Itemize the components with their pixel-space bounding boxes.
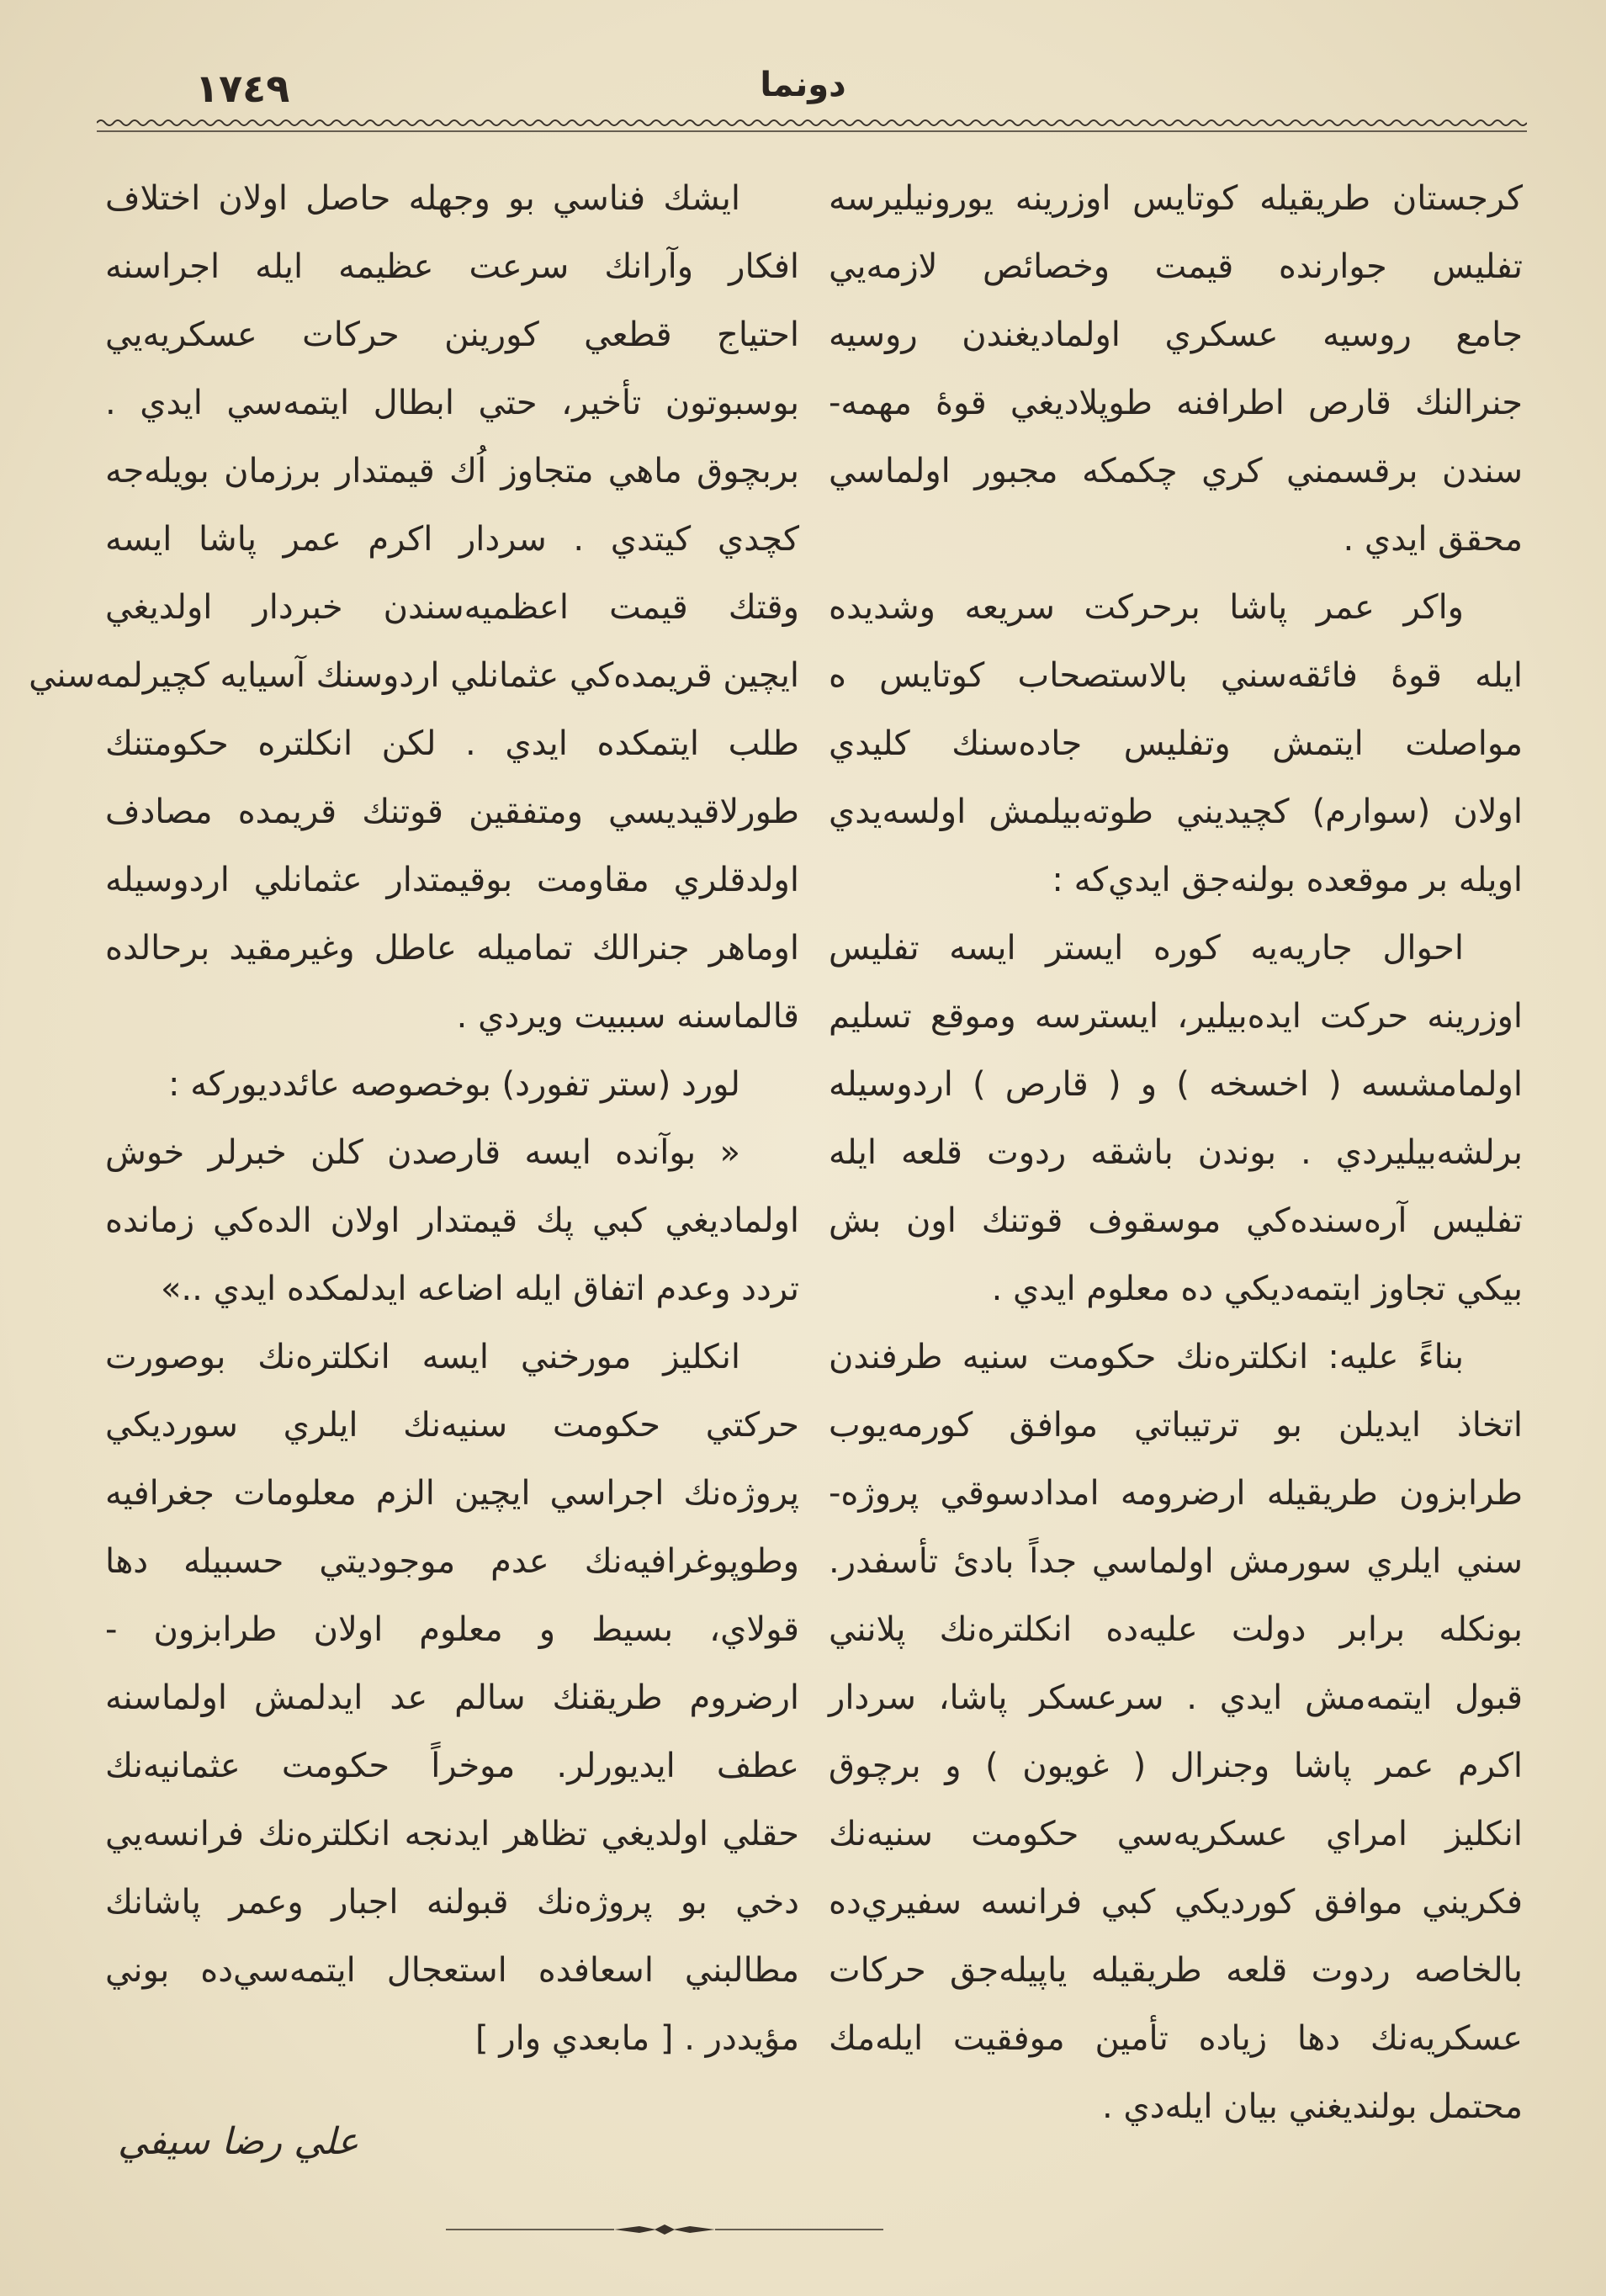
text-line: ايچين قريمده‌كي عثمانلي اردوسنك آسيايه كچيرلمه‌سني — [29, 656, 799, 695]
text-line: وطوپوغرافيه‌نك عدم موجوديتي حسبيله دها — [105, 1542, 799, 1581]
end-ornament — [446, 2221, 883, 2238]
text-line: عطف ايديورلر. موخراً حكومت عثمانيه‌نك — [105, 1747, 799, 1785]
running-title: دونما — [760, 66, 846, 104]
text-line: اولمامشسه ( اخسخه ) و ( قارص ) اردوسيله — [829, 1065, 1523, 1104]
text-line: جنرالنك قارص اطرافنه طوپلاديغي قوۀ مهمه- — [829, 384, 1523, 422]
text-line: افكار وآرانك سرعت عظيمه ايله اجراسنه — [105, 247, 799, 286]
text-line: كرجستان طريقيله كوتايس اوزرينه يورونيليرسه — [829, 179, 1523, 218]
wavy-header-rule — [97, 116, 1527, 136]
text-line: فكريني موافق كورديكي كبي فرانسه سفيري‌ده — [829, 1883, 1523, 1922]
text-line: حقلي اولديغي تظاهر ايدنجه انكلتره‌نك فرانسه‌يي — [105, 1815, 799, 1853]
text-line: اوزرينه حركت ايده‌بيلير، ايسترسه وموقع تسليم — [829, 997, 1523, 1036]
text-line: بوسبوتون تأخير، حتي ابطال ايتمه‌سي ايدي . — [105, 384, 799, 422]
text-line: مطالبني اسعافده استعجال ايتمه‌سي‌ده بوني — [105, 1951, 799, 1990]
text-line: سني ايلري سورمش اولماسي جداً بادئ تأسفدر. — [829, 1542, 1523, 1581]
text-line: مواصلت ايتمش وتفليس جاده‌سنك كليدي — [829, 724, 1523, 763]
text-line: اكرم عمر پاشا وجنرال ( غويون ) و برچوق — [829, 1747, 1523, 1785]
text-line: انكليز امراي عسكريه‌سي حكومت سنيه‌نك — [829, 1815, 1523, 1853]
text-line: مؤيددر . [ مابعدي وار ] — [475, 2019, 799, 2058]
text-line: بربچوق ماهي متجاوز اُك قيمتدار برزمان بويله‌جه — [105, 452, 799, 490]
text-line: اتخاذ ايديلن بو ترتيباتي موافق كورمه‌يوب — [829, 1406, 1523, 1445]
text-line: اوماهر جنرالك تماميله عاطل وغيرمقيد برحالده — [105, 929, 799, 968]
text-line: تفليس جوارنده قيمت وخصائص لازمه‌يي — [829, 247, 1523, 286]
text-line: طورلاقيديسي ومتفقين قوتنك قريمده مصادف — [105, 793, 799, 831]
text-line: پروژه‌نك اجراسي ايچين الزم معلومات جغرافيه — [105, 1474, 799, 1513]
text-line: اولدقلري مقاومت بوقيمتدار عثمانلي اردوسيله — [105, 861, 799, 899]
text-line: طرابزون طريقيله ارضرومه امدادسوقي پروژه- — [829, 1474, 1523, 1513]
text-line: بناءً عليه: انكلتره‌نك حكومت سنيه طرفندن — [829, 1338, 1464, 1376]
text-line: بونكله برابر دولت عليه‌ده انكلتره‌نك پلانني — [829, 1610, 1523, 1649]
text-line: قبول ايتمه‌مش ايدي . سرعسكر پاشا، سردار — [829, 1678, 1523, 1717]
text-line: بالخاصه ردوت قلعه طريقيله ياپيله‌جق حركات — [829, 1951, 1523, 1990]
text-line: سندن برقسمني كري چكمكه مجبور اولماسي — [829, 452, 1523, 490]
text-line: قولاي، بسيط و معلوم اولان طرابزون - — [105, 1610, 799, 1649]
text-line: ارضروم طريقنك سالم عد ايدلمش اولماسنه — [105, 1678, 799, 1717]
right-column — [829, 165, 1523, 2141]
text-line: تردد وعدم اتفاق ايله اضاعه ايدلمكده ايدي ..» — [160, 1270, 799, 1308]
text-line: ايله قوۀ فائقه‌سني بالاستصحاب كوتايس ه — [829, 656, 1523, 695]
text-line: طلب ايتمكده ايدي . لكن انكلتره حكومتنك — [105, 724, 799, 763]
text-line: جامع روسيه عسكري اولماديغندن روسيه — [829, 316, 1523, 354]
text-line: قالماسنه سببيت ويردي . — [456, 997, 799, 1036]
text-line: لورد (ستر تفورد) بوخصوصه عائدديوركه : — [168, 1065, 740, 1104]
text-line: تفليس آره‌سنده‌كي موسقوف قوتنك اون بش — [829, 1201, 1523, 1240]
text-line: حركتي حكومت سنيه‌نك ايلري سورديكي — [105, 1406, 799, 1445]
text-line: محتمل بولنديغني بيان ايله‌دي . — [1101, 2087, 1523, 2126]
text-line: اولماديغي كبي پك قيمتدار اولان الده‌كي زمانده — [105, 1201, 799, 1240]
text-line: وقتك قيمت اعظميه‌سندن خبردار اولديغي — [105, 588, 799, 627]
text-line: بيكي تجاوز ايتمه‌ديكي ده معلوم ايدي . — [991, 1270, 1523, 1308]
text-line: انكليز مورخني ايسه انكلتره‌نك بوصورت — [105, 1338, 740, 1376]
left-column — [29, 165, 799, 2073]
text-line: اولان (سوارم) كچيديني طوته‌بيلمش اولسه‌يدي — [829, 793, 1523, 831]
text-line: ايشك فناسي بو وجهله حاصل اولان اختلاف — [105, 179, 740, 218]
text-line: احتياج قطعي كورينن حركات عسكريه‌يي — [105, 316, 799, 354]
author-signature: علي رضا سيفي — [118, 2120, 359, 2163]
text-line: محقق ايدي . — [1343, 520, 1523, 559]
text-line: دخي بو پروژه‌نك قبولنه اجبار وعمر پاشانك — [105, 1883, 799, 1922]
text-line: « بوآنده ايسه قارصدن كلن خبرلر خوش — [105, 1133, 740, 1172]
text-line: احوال جاريه‌يه كوره ايستر ايسه تفليس — [829, 929, 1464, 968]
text-line: واكر عمر پاشا برحركت سريعه وشديده — [829, 588, 1464, 627]
text-line: عسكريه‌نك دها زياده تأمين موفقيت ايله‌مك — [829, 2019, 1523, 2058]
text-line: برلشه‌بيليردي . بوندن باشقه ردوت قلعه ايله — [829, 1133, 1523, 1172]
text-line: اويله بر موقعده بولنه‌جق ايدي‌كه : — [1052, 861, 1523, 899]
text-line: كچدي كيتدي . سردار اكرم عمر پاشا ايسه — [105, 520, 799, 559]
page-number: ١٧٤٩ — [195, 66, 290, 111]
